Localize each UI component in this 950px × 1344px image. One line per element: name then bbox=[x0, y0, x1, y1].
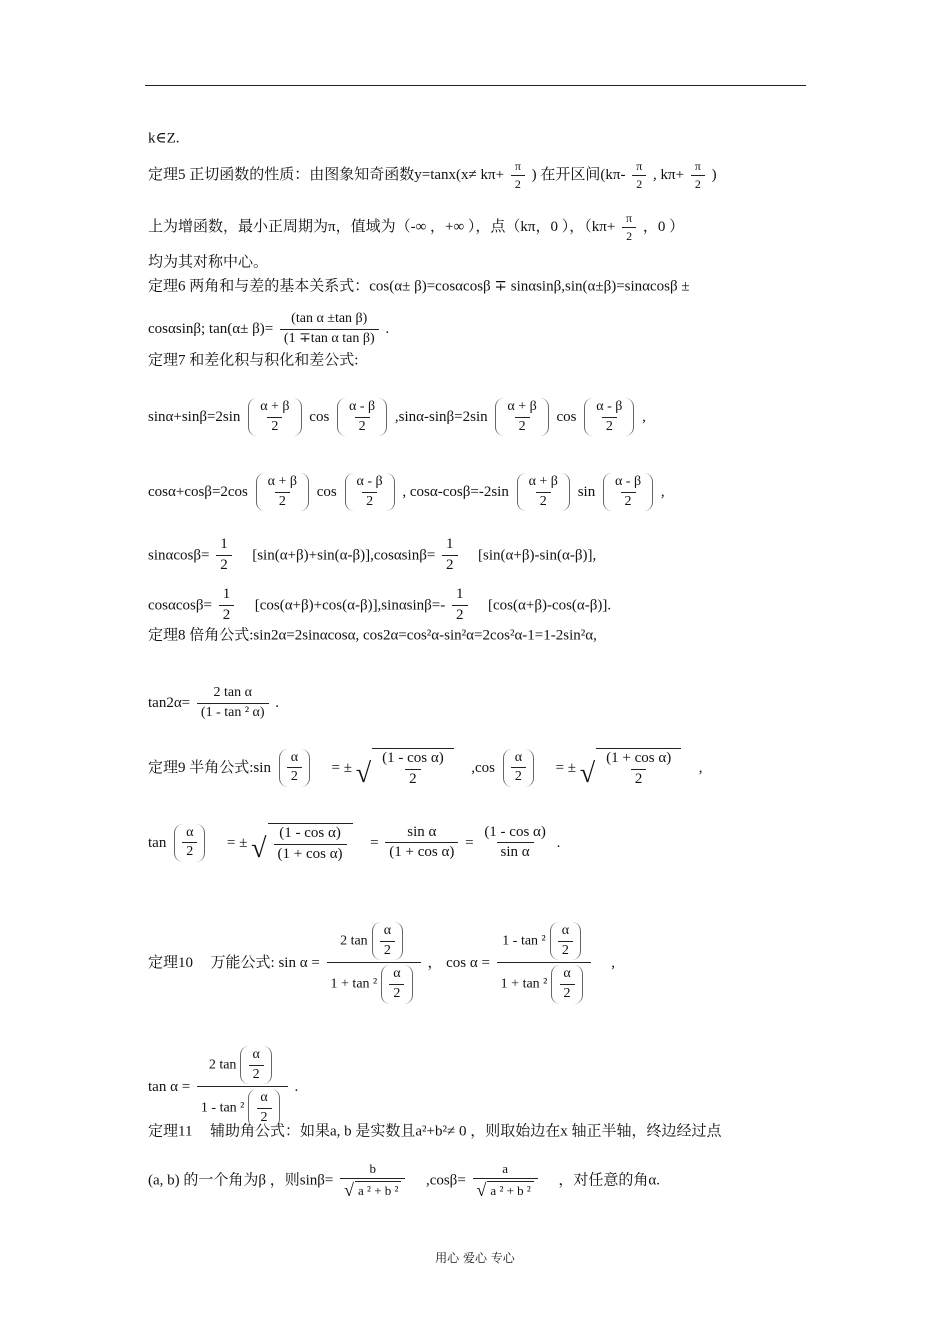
page-footer: 用心 爱心 专心 bbox=[435, 1251, 515, 1265]
k-in-z-text: k∈Z. bbox=[148, 130, 180, 147]
theorem-5-end: ) bbox=[711, 167, 717, 184]
formula-text: tan α bbox=[148, 1078, 178, 1095]
fraction-denominator: 2 bbox=[631, 769, 647, 788]
fraction-numerator: 1 bbox=[446, 536, 454, 552]
square-root: √ $\frac{\text{(1 - cos α)}}{2}$ bbox=[356, 748, 454, 788]
theorem-5-mid: ) 在开区间(kπ- bbox=[531, 167, 626, 184]
fraction-denominator: sin α bbox=[497, 842, 534, 861]
formula-text: 1 - tan ² bbox=[502, 933, 546, 949]
fraction-denominator: 2 bbox=[380, 941, 395, 959]
formula-text: , bbox=[698, 759, 703, 776]
formula-text: cosαcosβ= bbox=[148, 597, 212, 614]
theorem-5-mid2: , kπ+ bbox=[653, 167, 685, 184]
bracket-group bbox=[503, 749, 534, 787]
fraction-numerator: α + β bbox=[507, 399, 537, 414]
fraction-denominator: 2 bbox=[267, 417, 282, 435]
pi-over-2-fraction bbox=[622, 212, 636, 242]
pi-over-2-fraction bbox=[511, 160, 525, 190]
one-minus-cos-over-sin-fraction bbox=[480, 825, 550, 862]
theorem-8-line-2 bbox=[148, 686, 279, 720]
fraction-numerator: sin α bbox=[407, 823, 437, 840]
fraction-denominator: 2 bbox=[257, 1108, 272, 1126]
formula-text: cos α bbox=[446, 954, 478, 971]
fraction-denominator: 2 bbox=[691, 175, 705, 191]
formula-text: 2 tan bbox=[340, 933, 368, 949]
fraction-numerator: π bbox=[626, 211, 633, 225]
formula-text: ,cos bbox=[471, 759, 495, 776]
formula-text: , bbox=[660, 484, 665, 501]
fraction-denominator: 2 bbox=[602, 417, 617, 435]
theorem-6-line-1 bbox=[148, 276, 690, 297]
formula-text: . bbox=[556, 834, 561, 851]
theorem-10-label: 定理10 bbox=[148, 954, 194, 971]
half-diff-fraction bbox=[592, 400, 626, 434]
half-angle-sin-fraction bbox=[378, 751, 448, 788]
fraction-numerator: α bbox=[561, 923, 570, 938]
fraction-numerator: (1 - cos α) bbox=[484, 823, 546, 840]
theorem-6-end: . bbox=[385, 321, 390, 338]
theorem-6-line-2 bbox=[148, 312, 389, 346]
fraction-denominator: 2 bbox=[287, 767, 302, 785]
fraction-denominator: 2 bbox=[216, 555, 232, 574]
fraction-numerator: (1 - cos α) bbox=[279, 825, 341, 841]
fraction-numerator: α bbox=[383, 923, 392, 938]
formula-text: cos bbox=[556, 409, 577, 426]
formula-text: = bbox=[370, 834, 379, 851]
bracket-group bbox=[240, 1046, 271, 1084]
theorem-5-line-3-text: 均为其对称中心。 bbox=[148, 254, 269, 271]
bracket-group bbox=[603, 473, 653, 511]
line-k-in-z bbox=[148, 128, 180, 149]
pi-over-2-fraction bbox=[691, 160, 705, 190]
fraction-numerator: α bbox=[186, 824, 194, 840]
fraction-denominator: 2 bbox=[405, 769, 421, 788]
theorem-10-line-2 bbox=[148, 1046, 298, 1128]
theorem-9-line-2 bbox=[148, 823, 560, 863]
fraction-numerator: π bbox=[694, 159, 701, 173]
bracket-group bbox=[550, 922, 581, 960]
formula-text: = bbox=[555, 759, 565, 776]
fraction-numerator: α bbox=[563, 966, 571, 982]
fraction-denominator: 2 bbox=[362, 492, 377, 510]
theorem-5-line-2 bbox=[148, 212, 684, 242]
alpha-over-2-fraction bbox=[511, 751, 526, 785]
one-half-fraction bbox=[442, 537, 458, 574]
formula-text: [sin(α+β)+sin(α-β)],cosαsinβ= bbox=[252, 547, 436, 564]
theorem-5-label: 定理5 bbox=[148, 167, 186, 184]
theorem-5-intro: 正切函数的性质：由图象知奇函数y=tanx(x≠ kπ+ bbox=[189, 167, 505, 184]
tan-sum-fraction bbox=[280, 312, 379, 346]
fraction-numerator: 2 tan α bbox=[213, 685, 252, 700]
fraction-numerator bbox=[205, 1046, 280, 1086]
fraction-numerator: α bbox=[514, 749, 523, 765]
fraction-numerator: 1 bbox=[456, 586, 464, 602]
fraction-denominator: (1 + cos α) bbox=[274, 844, 347, 863]
formula-text: = bbox=[311, 954, 320, 971]
theorem-11-line-2 bbox=[148, 1162, 660, 1199]
universal-tan-fraction bbox=[197, 1046, 288, 1128]
fraction-denominator: 2 bbox=[622, 227, 636, 243]
fraction-denominator bbox=[473, 1178, 538, 1199]
formula-text: 1 + tan ² bbox=[330, 976, 378, 992]
bracket-group bbox=[495, 398, 548, 436]
square-root: √ $\frac{\text{(1 - cos α)}}{\text{(1 + cos α)}}$ bbox=[251, 823, 352, 863]
fraction-denominator: 2 bbox=[632, 175, 646, 191]
formula-text: ± bbox=[239, 834, 248, 851]
formula-text: [cos(α+β)+cos(α-β)],sinαsinβ=- bbox=[254, 597, 446, 614]
formula-text: ，对任意的角α. bbox=[558, 1172, 660, 1189]
fraction-numerator: α + β bbox=[267, 474, 298, 489]
fraction-denominator bbox=[327, 962, 421, 1003]
header-rule bbox=[145, 85, 806, 86]
bracket-group bbox=[174, 824, 205, 862]
formula-text: sinα+sinβ=2sin bbox=[148, 409, 241, 426]
theorem-5-line-2-a: 上为增函数，最小正周期为π，值域为（-∞ ，+∞ ），点（kπ，0 ），（kπ+ bbox=[148, 219, 616, 236]
fraction-numerator: a bbox=[502, 1161, 509, 1176]
alpha-over-2-fraction bbox=[380, 924, 395, 958]
universal-cos-fraction bbox=[497, 922, 591, 1004]
fraction-numerator: α - β bbox=[356, 474, 383, 489]
theorem-8-line-1-text: 倍角公式:sin2α=2sinαcosα, cos2α=cos²α-sin²α=2cos²α-1=1-2sin²α, bbox=[189, 627, 597, 644]
theorem-10-line-1 bbox=[148, 922, 615, 1004]
square-root: √ a ² + b ² bbox=[477, 1181, 534, 1199]
one-half-fraction bbox=[452, 587, 468, 624]
formula-text: , cosα-cosβ=-2sin bbox=[402, 484, 509, 501]
fraction-numerator: α - β bbox=[614, 474, 642, 489]
formula-text: ,cosβ= bbox=[425, 1172, 466, 1189]
fraction-numerator: b bbox=[369, 1161, 377, 1176]
formula-text: sin bbox=[577, 484, 596, 501]
sin-over-one-plus-cos-fraction bbox=[385, 825, 458, 862]
alpha-over-2-fraction bbox=[248, 1048, 263, 1082]
theorem-7-row-2 bbox=[148, 473, 665, 511]
fraction-denominator: 2 bbox=[442, 555, 458, 574]
double-angle-tan-fraction bbox=[197, 686, 269, 720]
formula-text: = bbox=[481, 954, 490, 971]
formula-text: . bbox=[294, 1078, 299, 1095]
formula-text: 2 tan bbox=[208, 1057, 237, 1073]
cos-beta-fraction bbox=[473, 1162, 538, 1199]
bracket-group bbox=[517, 473, 570, 511]
formula-text: [sin(α+β)-sin(α-β)], bbox=[478, 547, 597, 564]
fraction-denominator: 2 bbox=[389, 984, 404, 1002]
formula-text: 辅助角公式：如果a, b 是实数且a²+b²≠ 0 ，则取始边在x 轴正半轴，终边经过点 bbox=[209, 1123, 722, 1140]
bracket-group bbox=[279, 749, 310, 787]
bracket-group bbox=[256, 473, 309, 511]
formula-text: 1 + tan ² bbox=[500, 976, 548, 992]
fraction-numerator: α bbox=[290, 749, 299, 765]
half-diff-fraction bbox=[353, 475, 387, 509]
formula-text: ， bbox=[427, 954, 443, 971]
formula-text: = bbox=[465, 834, 474, 851]
formula-text: = bbox=[226, 834, 236, 851]
bracket-group bbox=[584, 398, 634, 436]
formula-text: cos bbox=[309, 409, 330, 426]
fraction-denominator: 2 bbox=[560, 984, 575, 1002]
pi-over-2-fraction bbox=[632, 160, 646, 190]
fraction-numerator bbox=[498, 922, 589, 962]
fraction-denominator: 2 bbox=[621, 492, 636, 510]
half-sum-fraction bbox=[525, 475, 562, 509]
fraction-numerator: (1 + cos α) bbox=[606, 750, 672, 766]
fraction-numerator: α bbox=[393, 966, 401, 982]
fraction-denominator: 2 bbox=[536, 492, 551, 510]
fraction-denominator: 2 bbox=[511, 767, 526, 785]
one-half-fraction bbox=[219, 587, 235, 624]
bracket-group bbox=[551, 965, 582, 1003]
bracket-group bbox=[381, 965, 412, 1003]
theorem-7-row-1 bbox=[148, 398, 646, 436]
formula-text: sinαcosβ= bbox=[148, 547, 210, 564]
alpha-over-2-fraction bbox=[287, 751, 302, 785]
half-sum-fraction bbox=[256, 400, 293, 434]
alpha-over-2-fraction bbox=[389, 967, 404, 1001]
formula-text: 万能公式: bbox=[210, 954, 275, 971]
fraction-numerator: α bbox=[252, 1047, 260, 1062]
formula-text: 半角公式:sin bbox=[189, 759, 271, 776]
half-sum-fraction bbox=[503, 400, 540, 434]
fraction-denominator: 2 bbox=[219, 605, 235, 624]
fraction-denominator: 2 bbox=[558, 941, 573, 959]
fraction-denominator: 2 bbox=[249, 1065, 264, 1083]
half-diff-fraction bbox=[345, 400, 379, 434]
fraction-denominator: 2 bbox=[452, 605, 468, 624]
fraction-numerator: α bbox=[260, 1090, 268, 1106]
formula-text: ± bbox=[567, 759, 577, 776]
sin-beta-fraction bbox=[340, 1162, 405, 1199]
fraction-denominator: 2 bbox=[275, 492, 290, 510]
fraction-numerator: α - β bbox=[596, 399, 623, 414]
fraction-numerator: (tan α ±tan β) bbox=[291, 311, 368, 326]
theorem-11-label: 定理11 bbox=[148, 1123, 193, 1140]
fraction-numerator: π bbox=[636, 159, 643, 173]
fraction-denominator: (1 ∓tan α tan β) bbox=[280, 329, 379, 347]
one-half-fraction bbox=[216, 537, 232, 574]
formula-text: sin α bbox=[278, 954, 308, 971]
square-root: √ a ² + b ² bbox=[344, 1181, 401, 1199]
theorem-9-line-1 bbox=[148, 748, 702, 788]
formula-text: = bbox=[331, 759, 341, 776]
formula-text: , bbox=[611, 954, 615, 971]
alpha-over-2-fraction bbox=[559, 967, 574, 1001]
bracket-group bbox=[337, 398, 387, 436]
theorem-7-label: 定理7 bbox=[148, 352, 186, 369]
theorem-6-line-2-a: cosαsinβ; tan(α± β)= bbox=[148, 321, 274, 338]
fraction-denominator: 2 bbox=[515, 417, 530, 435]
theorem-6-label: 定理6 bbox=[148, 278, 186, 295]
theorem-9-label: 定理9 bbox=[148, 759, 186, 776]
fraction-numerator: α - β bbox=[349, 399, 376, 414]
radicand: a ² + b ² bbox=[487, 1181, 533, 1199]
theorem-7-title: 和差化积与积化和差公式: bbox=[189, 352, 359, 369]
formula-text: . bbox=[275, 695, 280, 712]
radicand: a ² + b ² bbox=[355, 1181, 401, 1199]
fraction-numerator: α + β bbox=[528, 474, 558, 489]
formula-text: tan bbox=[148, 834, 167, 851]
theorem-11-line-1 bbox=[148, 1121, 721, 1142]
bracket-group bbox=[345, 473, 395, 511]
theorem-5-line-1 bbox=[148, 160, 717, 190]
fraction-numerator: (1 - cos α) bbox=[382, 750, 444, 766]
theorem-8-line-1 bbox=[148, 625, 597, 646]
formula-text: 1 - tan ² bbox=[200, 1100, 245, 1116]
formula-text: cosα+cosβ=2cos bbox=[148, 484, 248, 501]
bracket-group bbox=[248, 398, 301, 436]
formula-text: , bbox=[642, 409, 646, 426]
formula-text: tan2α= bbox=[148, 695, 191, 712]
formula-text: (a, b) 的一个角为β ，则sinβ= bbox=[148, 1172, 334, 1189]
universal-sin-fraction bbox=[327, 922, 421, 1004]
formula-text: ± bbox=[343, 759, 352, 776]
theorem-7-title-line bbox=[148, 350, 358, 371]
fraction-denominator: 2 bbox=[182, 842, 197, 860]
theorem-7-row-3 bbox=[148, 537, 596, 574]
fraction-denominator bbox=[497, 962, 591, 1003]
alpha-over-2-fraction bbox=[558, 924, 573, 958]
theorem-5-line-2-b: ，0 ） bbox=[642, 219, 685, 236]
fraction-denominator bbox=[340, 1178, 405, 1199]
fraction-numerator: 1 bbox=[222, 586, 231, 602]
fraction-numerator: π bbox=[514, 159, 521, 173]
formula-text: = bbox=[181, 1078, 191, 1095]
fraction-denominator: (1 + cos α) bbox=[385, 842, 458, 861]
fraction-denominator: (1 - tan ² α) bbox=[197, 703, 269, 721]
theorem-7-row-4 bbox=[148, 587, 611, 624]
theorem-6-line-1-text: 两角和与差的基本关系式：cos(α± β)=cosαcosβ ∓ sinαsinβ,sin(α±β)=sinαcosβ ± bbox=[189, 278, 690, 295]
half-diff-fraction bbox=[611, 475, 645, 509]
fraction-numerator: 1 bbox=[220, 536, 228, 552]
bracket-group bbox=[372, 922, 403, 960]
formula-text: ,sinα-sinβ=2sin bbox=[394, 409, 488, 426]
half-angle-cos-fraction bbox=[602, 751, 675, 788]
fraction-denominator: 2 bbox=[355, 417, 370, 435]
fraction-numerator: α + β bbox=[260, 399, 290, 414]
formula-text: [cos(α+β)-cos(α-β)]. bbox=[488, 597, 612, 614]
half-angle-tan-fraction bbox=[274, 826, 347, 863]
theorem-8-label: 定理8 bbox=[148, 627, 186, 644]
square-root: √ $\frac{\text{(1 + cos α)}}{2}$ bbox=[580, 748, 681, 788]
fraction-denominator: 2 bbox=[511, 175, 525, 191]
theorem-5-line-3 bbox=[148, 252, 268, 273]
fraction-numerator bbox=[336, 922, 411, 962]
formula-text: cos bbox=[316, 484, 337, 501]
alpha-over-2-fraction bbox=[182, 826, 197, 860]
half-sum-fraction bbox=[264, 475, 301, 509]
